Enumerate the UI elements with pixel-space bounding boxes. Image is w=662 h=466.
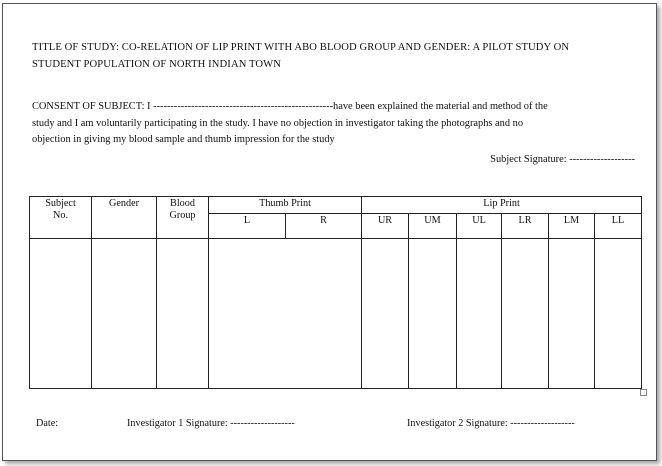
title-line-1: TITLE OF STUDY: CO-RELATION OF LIP PRINT WITH ABO BLOOD GROUP AND GENDER: A PILOT STUDY ON: [32, 42, 570, 53]
cell-lip-ul[interactable]: [457, 239, 502, 389]
investigator-1-signature: Investigator 1 Signature: -------------------: [127, 418, 295, 429]
cell-lip-lr[interactable]: [502, 239, 549, 389]
header-gender: Gender: [92, 197, 157, 239]
header-thumb-r: R: [286, 214, 362, 239]
consent-statement: [32, 99, 632, 149]
cell-lip-lm[interactable]: [549, 239, 595, 389]
consent-line-1: CONSENT OF SUBJECT: I ----------------------------------------------------have been explained the material and method of the: [32, 101, 548, 112]
subject-signature: Subject Signature: -------------------: [490, 154, 635, 165]
header-lip-lr: LR: [502, 214, 549, 239]
consent-line-2: study and I am voluntarily participating in the study. I have no objection in investigator taking the photographs and no: [32, 117, 524, 129]
cell-lip-um[interactable]: [409, 239, 457, 389]
cell-lip-ur[interactable]: [362, 239, 409, 389]
header-lip-um: UM: [409, 214, 457, 239]
cell-thumb-print[interactable]: [209, 239, 362, 389]
header-subject-no: Subject No.: [30, 197, 92, 239]
header-thumb-print: Thumb Print: [209, 197, 362, 214]
date-label: Date:: [36, 418, 59, 429]
cell-subject-no[interactable]: [30, 239, 92, 389]
cell-gender[interactable]: [92, 239, 157, 389]
consent-line-3: objection in giving my blood sample and thumb impression for the study: [32, 134, 335, 145]
investigator-2-signature: Investigator 2 Signature: -------------------: [407, 418, 575, 429]
header-lip-ur: UR: [362, 214, 409, 239]
table-resize-handle[interactable]: [640, 389, 647, 396]
header-thumb-l: L: [209, 214, 286, 239]
header-blood-group: Blood Group: [157, 197, 209, 239]
header-lip-ul: UL: [457, 214, 502, 239]
cell-blood-group[interactable]: [157, 239, 209, 389]
study-title: [32, 39, 632, 73]
cell-lip-ll[interactable]: [595, 239, 642, 389]
title-line-2: STUDENT POPULATION OF NORTH INDIAN TOWN: [32, 59, 281, 70]
header-lip-print: Lip Print: [362, 197, 642, 214]
header-lip-ll: LL: [595, 214, 642, 239]
header-lip-lm: LM: [549, 214, 595, 239]
data-entry-table: [29, 196, 642, 389]
